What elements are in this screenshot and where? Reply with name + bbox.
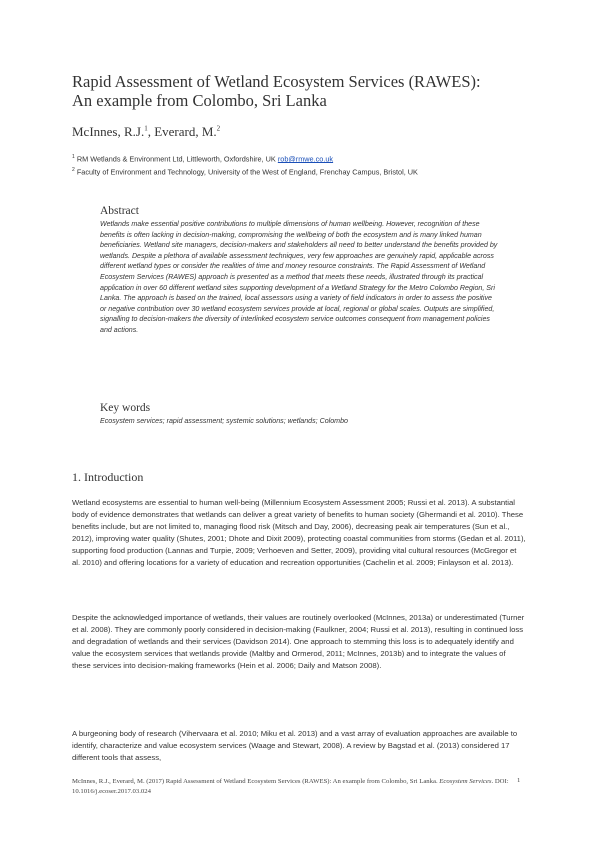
page-footer-citation [72, 777, 524, 797]
doi-text: . DOI: 10.1016/j.ecoser.2017.03.024 [72, 778, 509, 795]
author-separator: , [147, 124, 155, 139]
body-paragraph-1: Wetland ecosystems are essential to human well-being (Millennium Ecosystem Assessment 2005; Russi et al. 2013). A substantial body of evidence demonstrates that wetlands can deliver a great variety of benefits to human society (Ghermandi et al. 2010). These benefits include, but are not limited to, managing flood risk (Mitsch and Day, 2006), decreasing peak air temperatures (Sun et al., 2012), improving water quality (Shutes, 2001; Dhote and Dixit 2009), protecting coastal communities from storms (Gedan et al. 2011), supporting food production (Lannas and Turpie, 2009; Verhoeven and Setter, 2009), providing vital cultural resources (McGregor et al. 2010) and offering locations for a variety of education and recreation opportunities (Cachelin et al. 2009; Finlayson et al. 2013). [72, 498, 526, 568]
email-link[interactable]: rob@rmwe.co.uk [277, 154, 334, 164]
body-paragraph-2: Despite the acknowledged importance of wetlands, their values are routinely overlooked (McInnes, 2013a) or underestimated (Turner et al. 2008). They are commonly poorly considered in decision-making (Faulkner, 2004; Russi et al. 2013), resulting in continued loss and degradation of wetlands and their services (Davidson 2014). One approach to stemming this loss is to adequately identify and value the ecosystem services that wetlands provide (Maltby and Ormerod, 2011; McInnes, 2013b) and to integrate the values of these services into decision-making frameworks (Hein et al. 2006; Daily and Matson 2008). [72, 613, 525, 671]
author-list [72, 124, 220, 140]
abstract-heading: Abstract [100, 205, 139, 217]
body-paragraph-3: A burgeoning body of research (Vihervaara et al. 2010; Miku et al. 2013) and a vast array of evaluation approaches are available to identify, characterize and value ecosystem services (Waage and Stewart, 2008). A review by Bagstad et al. (2013) considered 17 different tools that assess, [72, 729, 518, 763]
section-heading-introduction: 1. Introduction [72, 470, 144, 484]
citation-text: McInnes, R.J., Everard, M. (2017) Rapid Assessment of Wetland Ecosystem Services (RAWES): An example from Colombo, Sri Lanka. [72, 778, 440, 785]
paper-title [72, 72, 532, 110]
abstract-text: Wetlands make essential positive contributions to multiple dimensions of human wellbeing. However, recognition of these benefits is often lacking in decision-making, compromising the wellbeing of both the ecosystem and is many linked human beneficiaries. Wetland site managers, decision-makers and stakeholders all need to better understand the benefits provided by wetlands. Despite a plethora of available assessment techniques, very few approaches are genuinely rapid, applicable across different wetland types or consider the realities of time and money resource constraints. The Rapid Assessment of Wetland Ecosystem Services (RAWES) approach is presented as a method that meets these needs, illustrated through its practical application in over 60 different wetland sites supporting development of a Wetland Strategy for the Metro Colombo Region, Sri Lanka. The approach is based on the trained, local assessors using a variety of field indicators in order to assess the positive or negative contribution over 30 wetland ecosystem services provide at local, regional or global scales. Outputs are simplified, signalling to decision-makers the diversity of interlinked ecosystem service outcomes consequent from management policies and actions. [100, 220, 498, 334]
title-line-1: Rapid Assessment of Wetland Ecosystem Services (RAWES): [72, 72, 481, 91]
author-affil-mark: 1 [144, 124, 148, 133]
author-name: Everard, M. [154, 124, 217, 139]
affiliation-text: Faculty of Environment and Technology, University of the West of England, Frenchay Campus, Bristol, UK [76, 167, 418, 177]
keywords-text: Ecosystem services; rapid assessment; systemic solutions; wetlands; Colombo [100, 417, 348, 425]
keywords-heading: Key words [100, 402, 151, 414]
title-line-2: An example from Colombo, Sri Lanka [72, 91, 327, 110]
affiliation-text: RM Wetlands & Environment Ltd, Littleworth, Oxfordshire, UK [76, 154, 278, 164]
affiliation-2 [72, 165, 542, 177]
affiliation-mark: 2 [72, 167, 75, 173]
affiliation-mark: 1 [72, 154, 75, 160]
page-number: 1 [517, 777, 521, 784]
author-affil-mark: 2 [216, 124, 221, 133]
journal-name: Ecosystem Services [439, 778, 492, 785]
author-name: McInnes, R.J. [72, 124, 145, 139]
affiliation-1 [72, 152, 542, 164]
